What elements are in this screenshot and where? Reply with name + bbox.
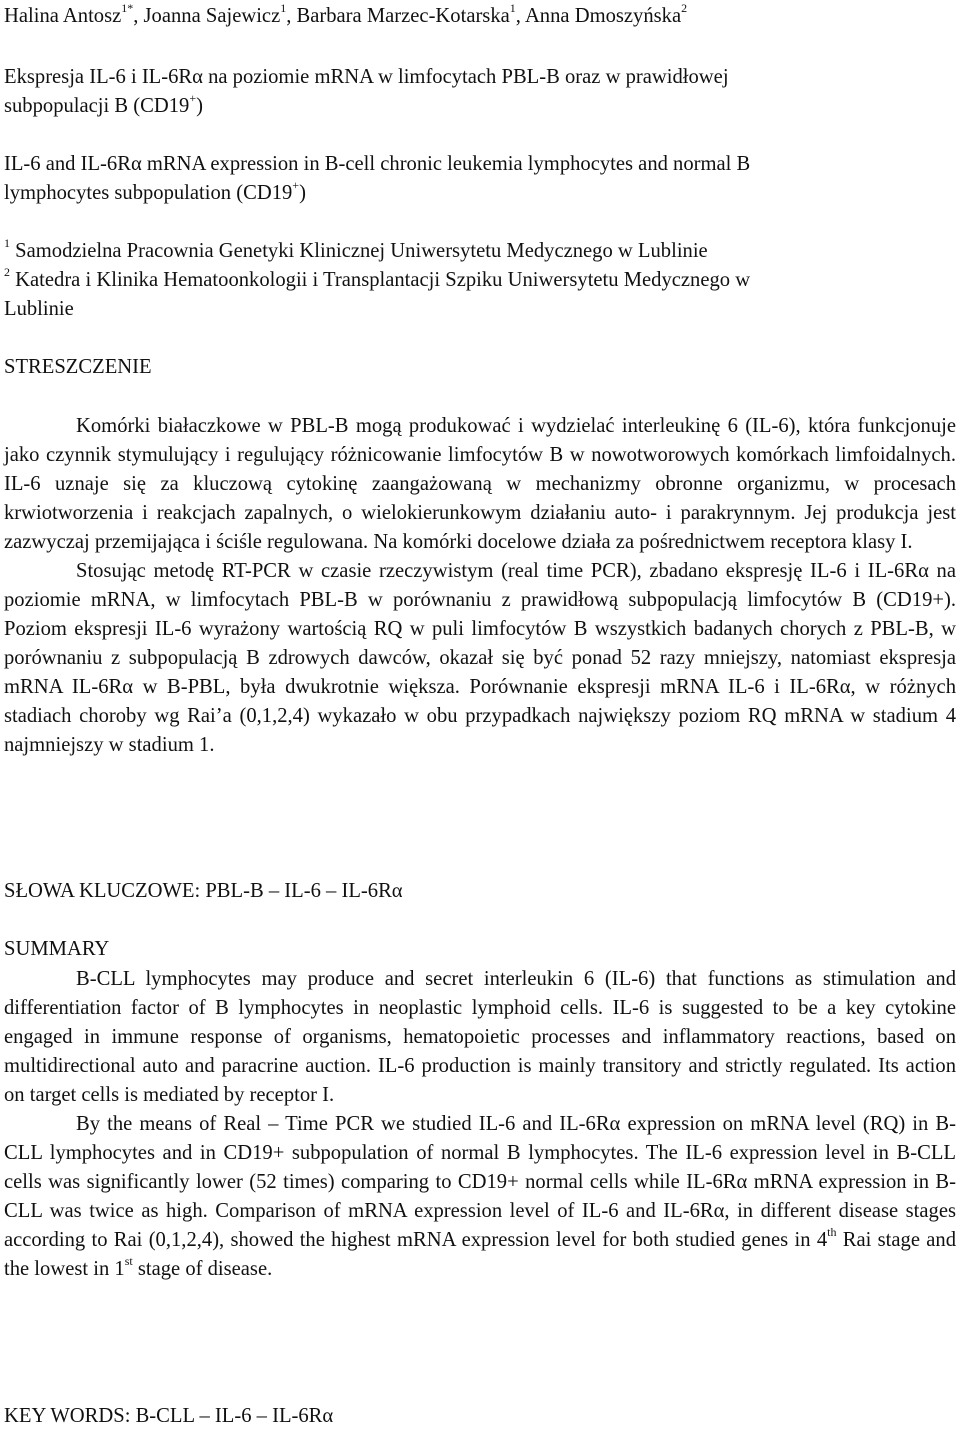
author-name: Barbara Marzec-Kotarska [296, 5, 510, 27]
author-list: Halina Antosz$^{1*}$, Joanna Sajewicz$^1$, Barbara Marzec-Kotarska$^1$, Anna Dmoszyńska$^2$ [4, 1, 688, 27]
author-affiliation-mark: 1* [121, 1, 134, 16]
title-polish-line2: subpopulacji B (CD19 [4, 95, 190, 117]
abstract-polish [4, 412, 956, 760]
affiliation-2-line2: Lublinie [4, 298, 74, 320]
abstract-english-para2-end: stage of disease. [132, 1258, 273, 1280]
affiliation-1: Samodzielna Pracownia Genetyki Klinicznej Uniwersytetu Medycznego w Lublinie [15, 240, 708, 262]
title-english-line1: IL-6 and IL-6Rα mRNA expression in B-cell chronic leukemia lymphocytes and normal B [4, 153, 751, 175]
author-affiliation-mark: 1 [509, 1, 516, 16]
affiliations [4, 237, 956, 324]
abstract-polish-para1: Komórki białaczkowe w PBL-B mogą produkować i wydzielać interleukinę 6 (IL-6), która funkcjonuje jako czynnik stymulujący i regulujący różnicowanie limfocytów B w nowotworowych komórkach limfoidalnych. IL-6 uznaje się za kluczową cytokinę zaangażowaną w mechanizmy obronne organizmu, w procesach krwiotworzenia i reakcjach zapalnych, o wielokierunkowym działaniu auto- i parakrynnym. Jej produkcja jest zazwyczaj przemijająca i ściśle regulowana. Na komórki docelowe działa za pośrednictwem receptora klasy I. [4, 415, 956, 553]
title-english-line2: lymphocytes subpopulation (CD19 [4, 182, 293, 204]
title-english-close: ) [299, 182, 306, 204]
title-polish [4, 63, 956, 121]
abstract-english-para1: B-CLL lymphocytes may produce and secret interleukin 6 (IL-6) that functions as stimulation and differentiation factor of B lymphocytes in neoplastic lymphoid cells. IL-6 is suggested to be a key cytokine engaged in immune response of organisms, hematopoietic processes and inflammatory reactions, based on multidirectional auto and paracrine auction. IL-6 production is mainly transitory and strictly regulated. Its action on target cells is mediated by receptor I. [4, 968, 956, 1106]
ordinal-sup: st [124, 1254, 133, 1269]
title-english-sup: + [292, 178, 300, 193]
keywords-polish: SŁOWA KLUCZOWE: PBL-B – IL-6 – IL-6Rα [4, 880, 403, 902]
section-heading-streszczenie: STRESZCZENIE [4, 356, 152, 378]
author-affiliation-mark: 2 [681, 1, 688, 16]
abstract-polish-para2: Stosując metodę RT-PCR w czasie rzeczywistym (real time PCR), zbadano ekspresję IL-6 i IL-6Rα na poziomie mRNA, w limfocytach PBL-B w porównaniu z prawidłową subpopulacją limfocytów B (CD19+). Poziom ekspresji IL-6 wyrażony wartością RQ w puli limfocytów B wszystkich badanych chorych z PBL-B, w porównaniu z subpopulacją B zdrowych dawców, okazał się być ponad 52 razy mniejszy, natomiast ekspresja mRNA IL-6Rα w B-PBL, była dwukrotnie większa. Porównanie ekspresji mRNA IL-6 i IL-6Rα, w różnych stadiach choroby wg Rai’a (0,1,2,4) wykazało w obu przypadkach największy poziom RQ mRNA w stadium 4 najmniejszy w stadium 1. [4, 560, 956, 756]
affiliation-2-line1: Katedra i Klinika Hematoonkologii i Transplantacji Szpiku Uniwersytetu Medycznego w [15, 269, 751, 291]
title-polish-sup: + [189, 91, 197, 106]
title-polish-close: ) [196, 95, 203, 117]
author-name: Halina Antosz [4, 5, 122, 27]
keywords-english: KEY WORDS: B-CLL – IL-6 – IL-6Rα [4, 1405, 334, 1427]
section-heading-summary: SUMMARY [4, 938, 110, 960]
abstract-english-para2 [4, 1110, 956, 1284]
abstract-english-para2-mid: Rai stage and the lowest in 1 [4, 1229, 957, 1280]
abstract-english [4, 965, 956, 1284]
title-polish-line1: Ekspresja IL-6 i IL-6Rα na poziomie mRNA w limfocytach PBL-B oraz w prawidłowej [4, 66, 729, 88]
author-name: Anna Dmoszyńska [524, 5, 682, 27]
author-affiliation-mark: 1 [280, 1, 287, 16]
ordinal-sup: th [827, 1225, 837, 1240]
affiliation-mark: 2 [4, 265, 10, 280]
affiliation-mark: 1 [4, 236, 10, 251]
abstract-english-para2-text: By the means of Real – Time PCR we studied IL-6 and IL-6Rα expression on mRNA level (RQ) in B-CLL lymphocytes and in CD19+ subpopulation of normal B lymphocytes. The IL-6 expression level in B-CLL cells was significantly lower (52 times) comparing to CD19+ normal cells while IL-6Rα mRNA expression in B-CLL was twice as high. Comparison of mRNA expression level of IL-6 and IL-6Rα, in different disease stages according to Rai (0,1,2,4), showed the highest mRNA expression level for both studied genes in 4 [4, 1113, 956, 1251]
author-name: Joanna Sajewicz [143, 5, 281, 27]
title-english [4, 150, 956, 208]
